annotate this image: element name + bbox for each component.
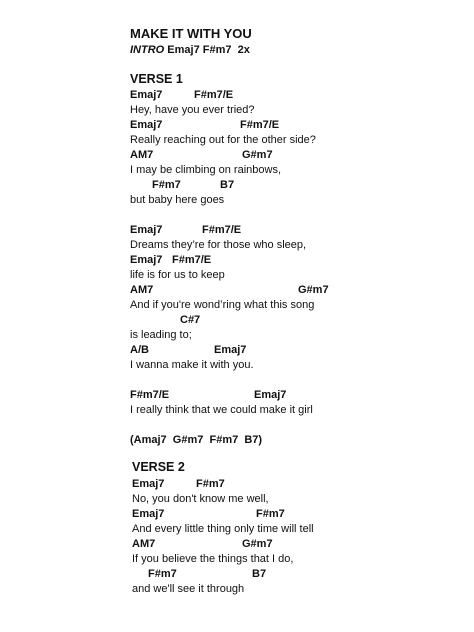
chord: Emaj7: [130, 89, 163, 101]
lyric-line: is leading to;: [130, 329, 192, 341]
chord-line: [130, 118, 280, 133]
chord: G#m7: [242, 149, 273, 161]
chord-line: [130, 313, 201, 328]
intro-chords: Emaj7 F#m7 2x: [167, 44, 250, 56]
chord: AM7: [130, 284, 154, 296]
lyric-line: and we'll see it through: [132, 583, 245, 595]
chord-line: [132, 567, 267, 582]
chord: B7: [252, 568, 267, 580]
intro-line: [130, 44, 250, 56]
chord: Emaj7: [132, 478, 165, 490]
lyric-line: life is for us to keep: [130, 269, 225, 281]
chord: C#7: [180, 314, 201, 326]
lyric-line: I wanna make it with you.: [130, 359, 254, 371]
lyric-line: Hey, have you ever tried?: [130, 104, 255, 116]
turnaround-chords: (Amaj7 G#m7 F#m7 B7): [130, 434, 263, 446]
chord: F#m7: [152, 179, 181, 191]
chord: Emaj7: [254, 389, 287, 401]
chord: F#m7/E: [240, 119, 280, 131]
verse-1-heading: VERSE 1: [130, 72, 183, 86]
lyric-line: Dreams they’re for those who sleep,: [130, 239, 307, 251]
chord: Emaj7: [130, 254, 163, 266]
lyric-line: I may be climbing on rainbows,: [130, 164, 282, 176]
chord: Emaj7: [130, 119, 163, 131]
chord-line: [130, 223, 242, 238]
chord: F#m7: [196, 478, 225, 490]
song-title: MAKE IT WITH YOU: [130, 26, 252, 41]
chord-line: [130, 388, 287, 403]
verse-2-heading: VERSE 2: [132, 460, 185, 474]
chord: F#m7/E: [172, 254, 212, 266]
chord: A/B: [130, 344, 149, 356]
intro-label: INTRO: [130, 44, 165, 56]
chord-line: [132, 507, 285, 522]
chord-line: [130, 88, 234, 103]
chord: F#m7/E: [130, 389, 170, 401]
chord: Emaj7: [214, 344, 247, 356]
chord: G#m7: [298, 284, 329, 296]
chord: AM7: [132, 538, 156, 550]
lyric-line: I really think that we could make it girl: [130, 404, 313, 416]
lyric-line: but baby here goes: [130, 194, 225, 206]
chord-line: [132, 537, 273, 552]
chord: F#m7/E: [194, 89, 234, 101]
chord: F#m7: [256, 508, 285, 520]
chord: G#m7: [242, 538, 273, 550]
chord-line: [130, 283, 329, 298]
chord-line: [130, 148, 273, 163]
chord: AM7: [130, 149, 154, 161]
chord-line: [130, 343, 247, 358]
lyric-line: Really reaching out for the other side?: [130, 134, 316, 146]
lyric-line: No, you don't know me well,: [132, 493, 269, 505]
lyric-line: And if you're wond’ring what this song: [130, 299, 315, 311]
chord-line: [132, 477, 225, 492]
chord: B7: [220, 179, 235, 191]
chord-line: [130, 253, 212, 268]
lyric-line: If you believe the things that I do,: [132, 553, 294, 565]
chord: F#m7/E: [202, 224, 242, 236]
lyric-line: And every little thing only time will tell: [132, 523, 314, 535]
chord: Emaj7: [130, 224, 163, 236]
chord: F#m7: [148, 568, 177, 580]
chord: Emaj7: [132, 508, 165, 520]
chord-line: [130, 178, 235, 193]
